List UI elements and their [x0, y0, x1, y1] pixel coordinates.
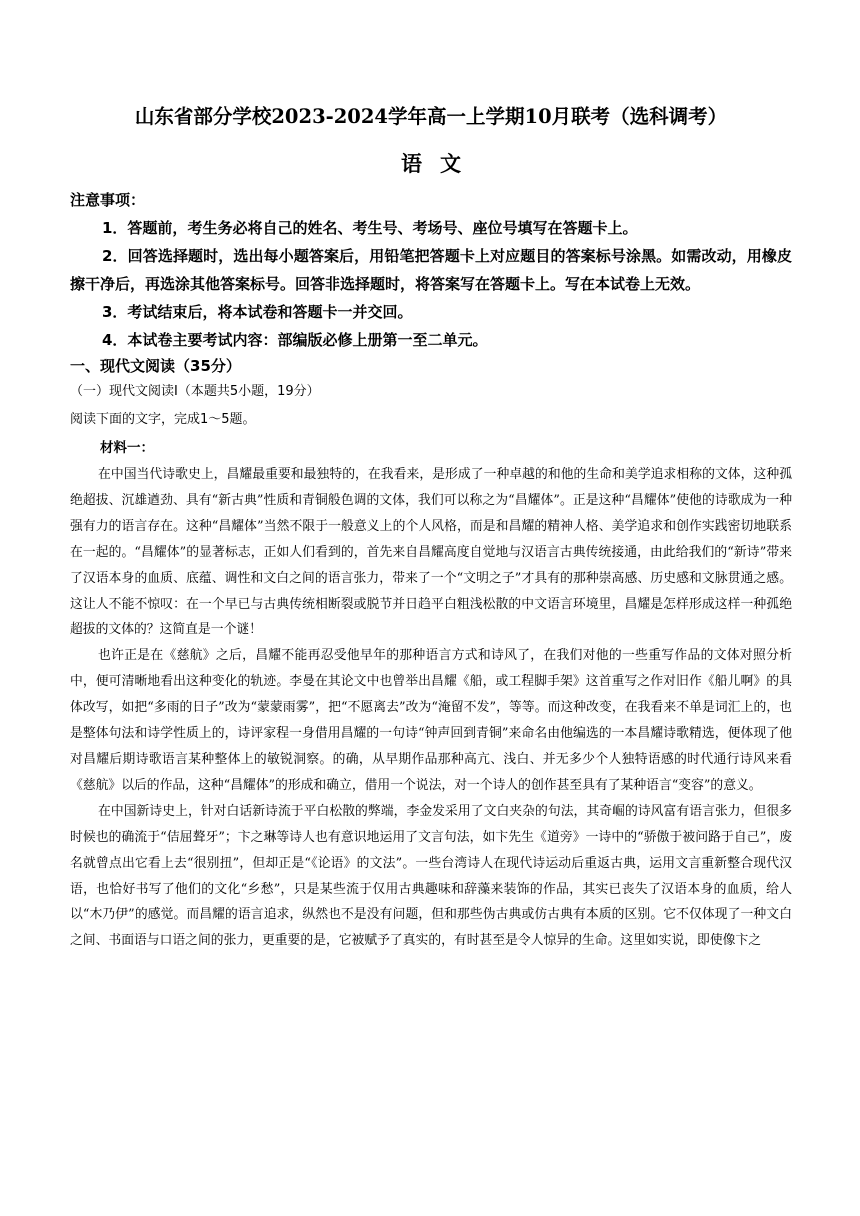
section-heading: 一、现代文阅读（35分）: [70, 357, 241, 375]
notice-heading: 注意事项：: [70, 191, 146, 209]
notice-item: 2．回答选择题时，选出每小题答案后，用铅笔把答题卡上对应题目的答案标号涂黑。如需改动，用橡皮擦干净后，再选涂其他答案标号。回答非选择题时，将答案写在答题卡上。写在本试卷上无效。: [70, 247, 792, 293]
notice-item: 3．考试结束后，将本试卷和答题卡一并交回。: [102, 303, 413, 321]
section-subheading: （一）现代文阅读Ⅰ（本题共5小题，19分）: [70, 384, 320, 399]
passage-paragraph: 在中国当代诗歌史上，昌耀最重要和最独特的，在我看来，是形成了一种卓越的和他的生命和美学追求相称的文体，这种孤绝超拔、沉雄遒劲、具有“新古典”性质和青铜般色调的文体，我们可以称之为“昌耀体”。正是这种“昌耀体”使他的诗歌成为一种强有力的语言存在。这种“昌耀体”当然不限于一般意义上的个人风格，而是和昌耀的精神人格、美学追求和创作实践密切地联系在一起的。“昌耀体”的显著标志，正如人们看到的，首先来自昌耀高度自觉地与汉语言古典传统接通，由此给我们的“新诗”带来了汉语本身的血质、底蕴、调性和文白之间的语言张力，带来了一个“文明之子”才具有的那种崇高感、历史感和文脉贯通之感。这让人不能不惊叹：在一个早已与古典传统相断裂或脱节并日趋平白粗浅松散的中文语言环境里，昌耀是怎样形成这样一种孤绝超拔的文体的？这简直是一个谜！: [70, 467, 792, 638]
exam-title: 山东省部分学校2023-2024学年高一上学期10月联考（选科调考）: [134, 105, 728, 128]
notice-item: 4．本试卷主要考试内容：部编版必修上册第一至二单元。: [102, 331, 488, 349]
subject-title: 语文: [401, 151, 479, 176]
section-instruction: 阅读下面的文字，完成1～5题。: [70, 412, 256, 427]
passage-paragraph: 也许正是在《慈航》之后，昌耀不能再忍受他早年的那种语言方式和诗风了，在我们对他的一些重写作品的文体对照分析中，便可清晰地看出这种变化的轨迹。李曼在其论文中也曾举出昌耀《船，或工程脚手架》这首重写之作对旧作《船儿啊》的具体改写，如把“多雨的日子”改为“蒙蒙雨雾”，把“不愿离去”改为“淹留不发”，等等。而这种改变，在我看来不单是词汇上的，也是整体句法和诗学性质上的，诗评家程一身借用昌耀的一句诗“钟声回到青铜”来命名由他编选的一本昌耀诗歌精选，便体现了他对昌耀后期诗歌语言某种整体上的敏锐洞察。的确，从早期作品那种高亢、浅白、并无多少个人独特语感的时代通行诗风来看《慈航》以后的作品，这种“昌耀体”的形成和确立，借用一个说法，对一个诗人的创作甚至具有了某种语言“变容”的意义。: [70, 648, 792, 793]
notice-item: 1．答题前，考生务必将自己的姓名、考生号、考场号、座位号填写在答题卡上。: [102, 219, 638, 237]
passage-paragraph: 在中国新诗史上，针对白话新诗流于平白松散的弊端，李金发采用了文白夹杂的句法，其奇崛的诗风富有语言张力，但很多时候也的确流于“佶屈聱牙”；卞之琳等诗人也有意识地运用了文言句法，如卞先生《道旁》一诗中的“骄傲于被问路于自己”，废名就曾点出它看上去“很别扭”，但却正是“《论语》的文法”。一些台湾诗人在现代诗运动后重返古典，运用文言重新整合现代汉语，也恰好书写了他们的文化“乡愁”，只是某些流于仅用古典趣味和辞藻来装饰的作品，其实已丧失了汉语本身的血质，给人以“木乃伊”的感觉。而昌耀的语言追求，纵然也不是没有问题，但和那些伪古典或仿古典有本质的区别。它不仅体现了一种文白之间、书面语与口语之间的张力，更重要的是，它被赋予了真实的，有时甚至是令人惊异的生命。这里如实说，即使像卞之: [70, 803, 792, 949]
reading-section: [70, 354, 792, 954]
exam-page: [70, 100, 792, 954]
notice-block: [70, 186, 792, 354]
material-label: 材料一：: [100, 440, 154, 456]
